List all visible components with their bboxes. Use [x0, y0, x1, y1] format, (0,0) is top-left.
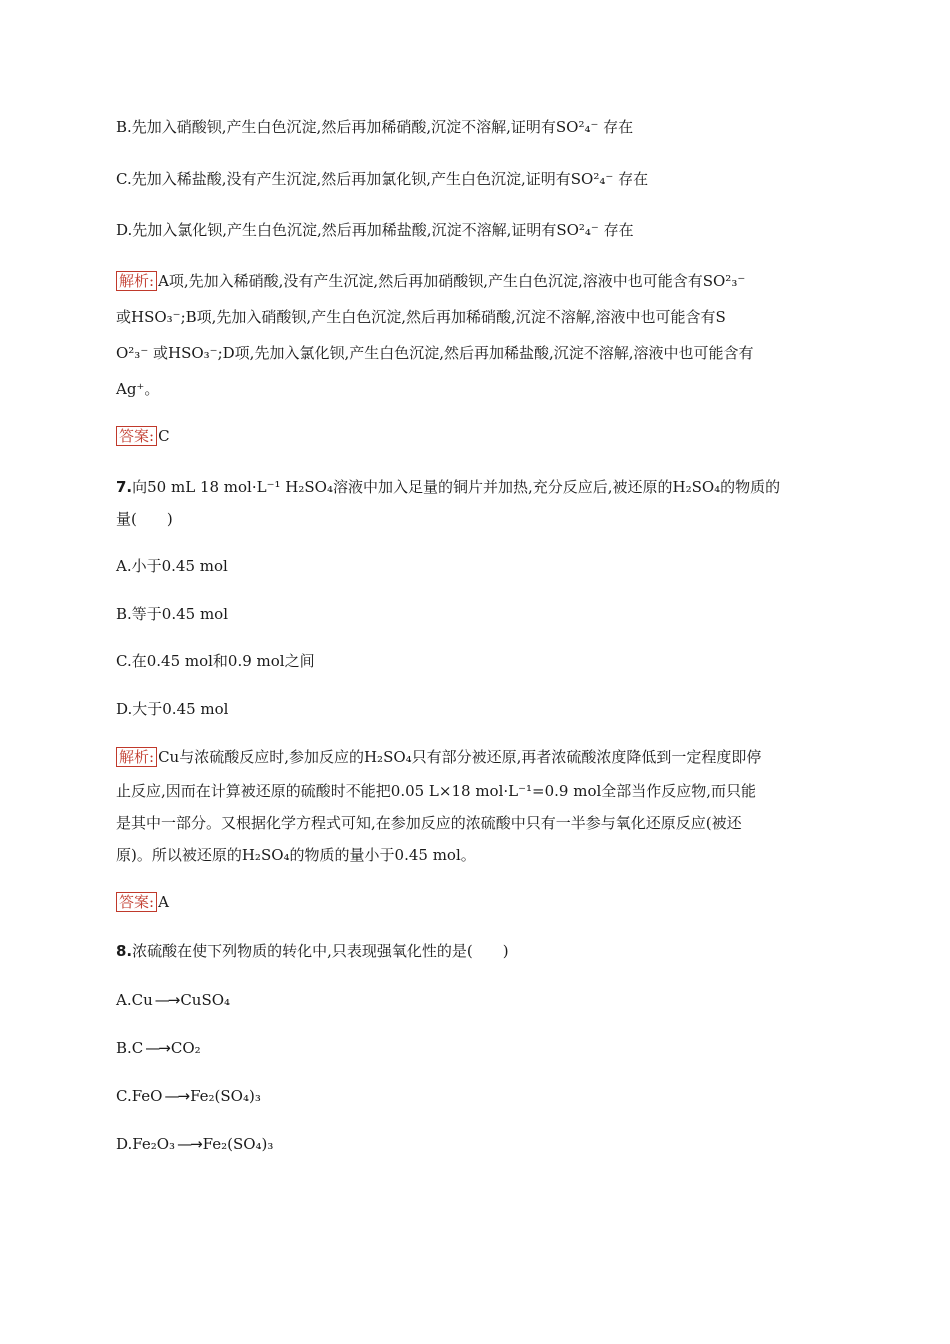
q7-analysis-line-4: 原)。所以被还原的H₂SO₄的物质的量小于0.45 mol。 — [116, 846, 476, 864]
q6-analysis-text-1: A项,先加入稀硝酸,没有产生沉淀,然后再加硝酸钡,产生白色沉淀,溶液中也可能含有SO²₃⁻ — [158, 272, 746, 290]
q7-analysis-line-3: 是其中一部分。又根据化学方程式可知,在参加反应的浓硫酸中只有一半参与氧化还原反应(被还 — [116, 814, 742, 832]
q7-option-b: B.等于0.45 mol — [116, 605, 229, 623]
q6-option-b: B.先加入硝酸钡,产生白色沉淀,然后再加稀硝酸,沉淀不溶解,证明有SO²₄⁻ 存在 — [116, 118, 634, 136]
analysis-tag: 解析: — [116, 747, 157, 767]
q6-option-d: D.先加入氯化钡,产生白色沉淀,然后再加稀盐酸,沉淀不溶解,证明有SO²₄⁻ 存在 — [116, 221, 634, 239]
q8-option-a: A.Cu —→ CuSO₄ — [116, 991, 231, 1009]
q6-analysis-line-1 — [116, 271, 745, 291]
q8-option-b: B.C —→ CO₂ — [116, 1039, 201, 1057]
q7-option-d: D.大于0.45 mol — [116, 700, 229, 718]
q6-answer-line — [116, 426, 170, 446]
q8-stem-line — [116, 941, 509, 961]
analysis-tag: 解析: — [116, 271, 157, 291]
reaction-arrow-icon: —→ — [154, 991, 179, 1009]
q7-answer: A — [158, 893, 169, 911]
q6-option-c: C.先加入稀盐酸,没有产生沉淀,然后再加氯化钡,产生白色沉淀,证明有SO²₄⁻ 存在 — [116, 170, 649, 188]
q7-stem-text-1: 向50 mL 18 mol·L⁻¹ H₂SO₄溶液中加入足量的铜片并加热,充分反应后,被还原的H₂SO₄的物质的 — [132, 478, 781, 496]
q6-answer: C — [158, 427, 170, 445]
q8-option-d: D.Fe₂O₃ —→ Fe₂(SO₄)₃ — [116, 1135, 274, 1153]
q7-option-a: A.小于0.45 mol — [116, 557, 228, 575]
q7-stem-line-1 — [116, 477, 780, 497]
q8-number: 8. — [116, 942, 133, 960]
answer-tag: 答案: — [116, 426, 157, 446]
answer-tag: 答案: — [116, 892, 157, 912]
reaction-arrow-icon: —→ — [145, 1039, 169, 1057]
q7-number: 7. — [116, 478, 133, 496]
reaction-arrow-icon: —→ — [164, 1087, 189, 1105]
q7-option-c: C.在0.45 mol和0.9 mol之间 — [116, 652, 315, 670]
q7-analysis-line-1 — [116, 747, 761, 767]
q7-analysis-line-2: 止反应,因而在计算被还原的硫酸时不能把0.05 L×18 mol·L⁻¹=0.9 mol全部当作反应物,而只能 — [116, 782, 757, 800]
q6-analysis-line-2: 或HSO₃⁻;B项,先加入硝酸钡,产生白色沉淀,然后再加稀硝酸,沉淀不溶解,溶液中也可能含有S — [116, 308, 726, 326]
q8-stem-text: 浓硫酸在使下列物质的转化中,只表现强氧化性的是( ) — [132, 942, 509, 960]
q6-analysis-line-3: O²₃⁻ 或HSO₃⁻;D项,先加入氯化钡,产生白色沉淀,然后再加稀盐酸,沉淀不溶解,溶液中也可能含有 — [116, 344, 754, 362]
q8-option-c: C.FeO —→ Fe₂(SO₄)₃ — [116, 1087, 261, 1105]
q7-stem-line-2: 量( ) — [116, 510, 173, 528]
q7-answer-line — [116, 892, 169, 912]
reaction-arrow-icon: —→ — [177, 1135, 201, 1153]
q7-analysis-text-1: Cu与浓硫酸反应时,参加反应的H₂SO₄只有部分被还原,再者浓硫酸浓度降低到一定程度即停 — [158, 748, 762, 766]
q6-analysis-line-4: Ag⁺。 — [116, 380, 160, 398]
